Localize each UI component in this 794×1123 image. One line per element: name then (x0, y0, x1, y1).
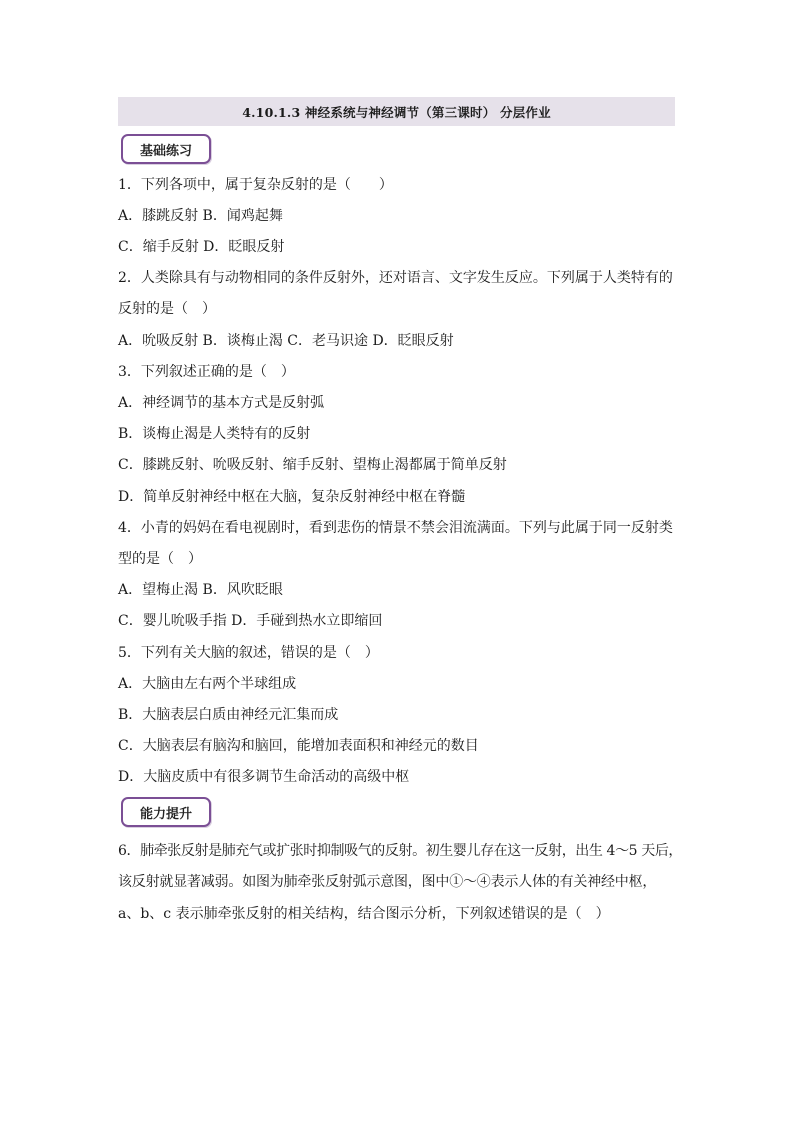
question-4-options-cd: C．婴儿吮吸手指 D．手碰到热水立即缩回 (118, 613, 383, 629)
question-3-stem: 3．下列叙述正确的是（ ） (118, 364, 295, 380)
question-3-option-d: D．简单反射神经中枢在大脑，复杂反射神经中枢在脊髓 (118, 489, 466, 505)
question-1-options-cd: C．缩手反射 D．眨眼反射 (118, 239, 285, 255)
document-title: 4.10.1.3 神经系统与神经调节（第三课时） 分层作业 (242, 104, 551, 120)
document-title-bar (118, 97, 675, 126)
question-3-option-b: B．谈梅止渴是人类特有的反射 (118, 426, 311, 442)
section-label-basic: 基础练习 (121, 134, 211, 164)
question-2-options: A．吮吸反射 B．谈梅止渴 C．老马识途 D．眨眼反射 (118, 333, 454, 349)
question-2-stem-cont: 反射的是（ ） (118, 301, 216, 317)
question-6-stem-end: a、b、c 表示肺牵张反射的相关结构，结合图示分析，下列叙述错误的是（ ） (118, 906, 610, 922)
section-label-advanced: 能力提升 (121, 797, 211, 827)
question-5-option-c: C．大脑表层有脑沟和脑回，能增加表面积和神经元的数目 (118, 738, 479, 754)
question-3-option-a: A．神经调节的基本方式是反射弧 (118, 395, 325, 411)
question-5-option-a: A．大脑由左右两个半球组成 (118, 676, 297, 692)
question-1-options-ab: A．膝跳反射 B．闻鸡起舞 (118, 208, 283, 224)
question-6-stem-cont: 该反射就显著减弱。如图为肺牵张反射弧示意图，图中①～④表示人体的有关神经中枢， (118, 874, 657, 890)
question-2-stem: 2．人类除具有与动物相同的条件反射外，还对语言、文字发生反应。下列属于人类特有的 (118, 270, 673, 286)
question-4-options-ab: A．望梅止渴 B．风吹眨眼 (118, 582, 283, 598)
question-3-option-c: C．膝跳反射、吮吸反射、缩手反射、望梅止渴都属于简单反射 (118, 457, 507, 473)
question-1-stem: 1．下列各项中，属于复杂反射的是（ ） (118, 177, 393, 193)
question-4-stem: 4．小青的妈妈在看电视剧时，看到悲伤的情景不禁会泪流满面。下列与此属于同一反射类 (118, 520, 673, 536)
question-5-option-b: B．大脑表层白质由神经元汇集而成 (118, 707, 339, 723)
question-6-stem: 6．肺牵张反射是肺充气或扩张时抑制吸气的反射。初生婴儿存在这一反射，出生 4～5 天后， (118, 843, 683, 859)
question-5-option-d: D．大脑皮质中有很多调节生命活动的高级中枢 (118, 769, 410, 785)
question-4-stem-cont: 型的是（ ） (118, 551, 202, 567)
question-5-stem: 5．下列有关大脑的叙述，错误的是（ ） (118, 645, 379, 661)
